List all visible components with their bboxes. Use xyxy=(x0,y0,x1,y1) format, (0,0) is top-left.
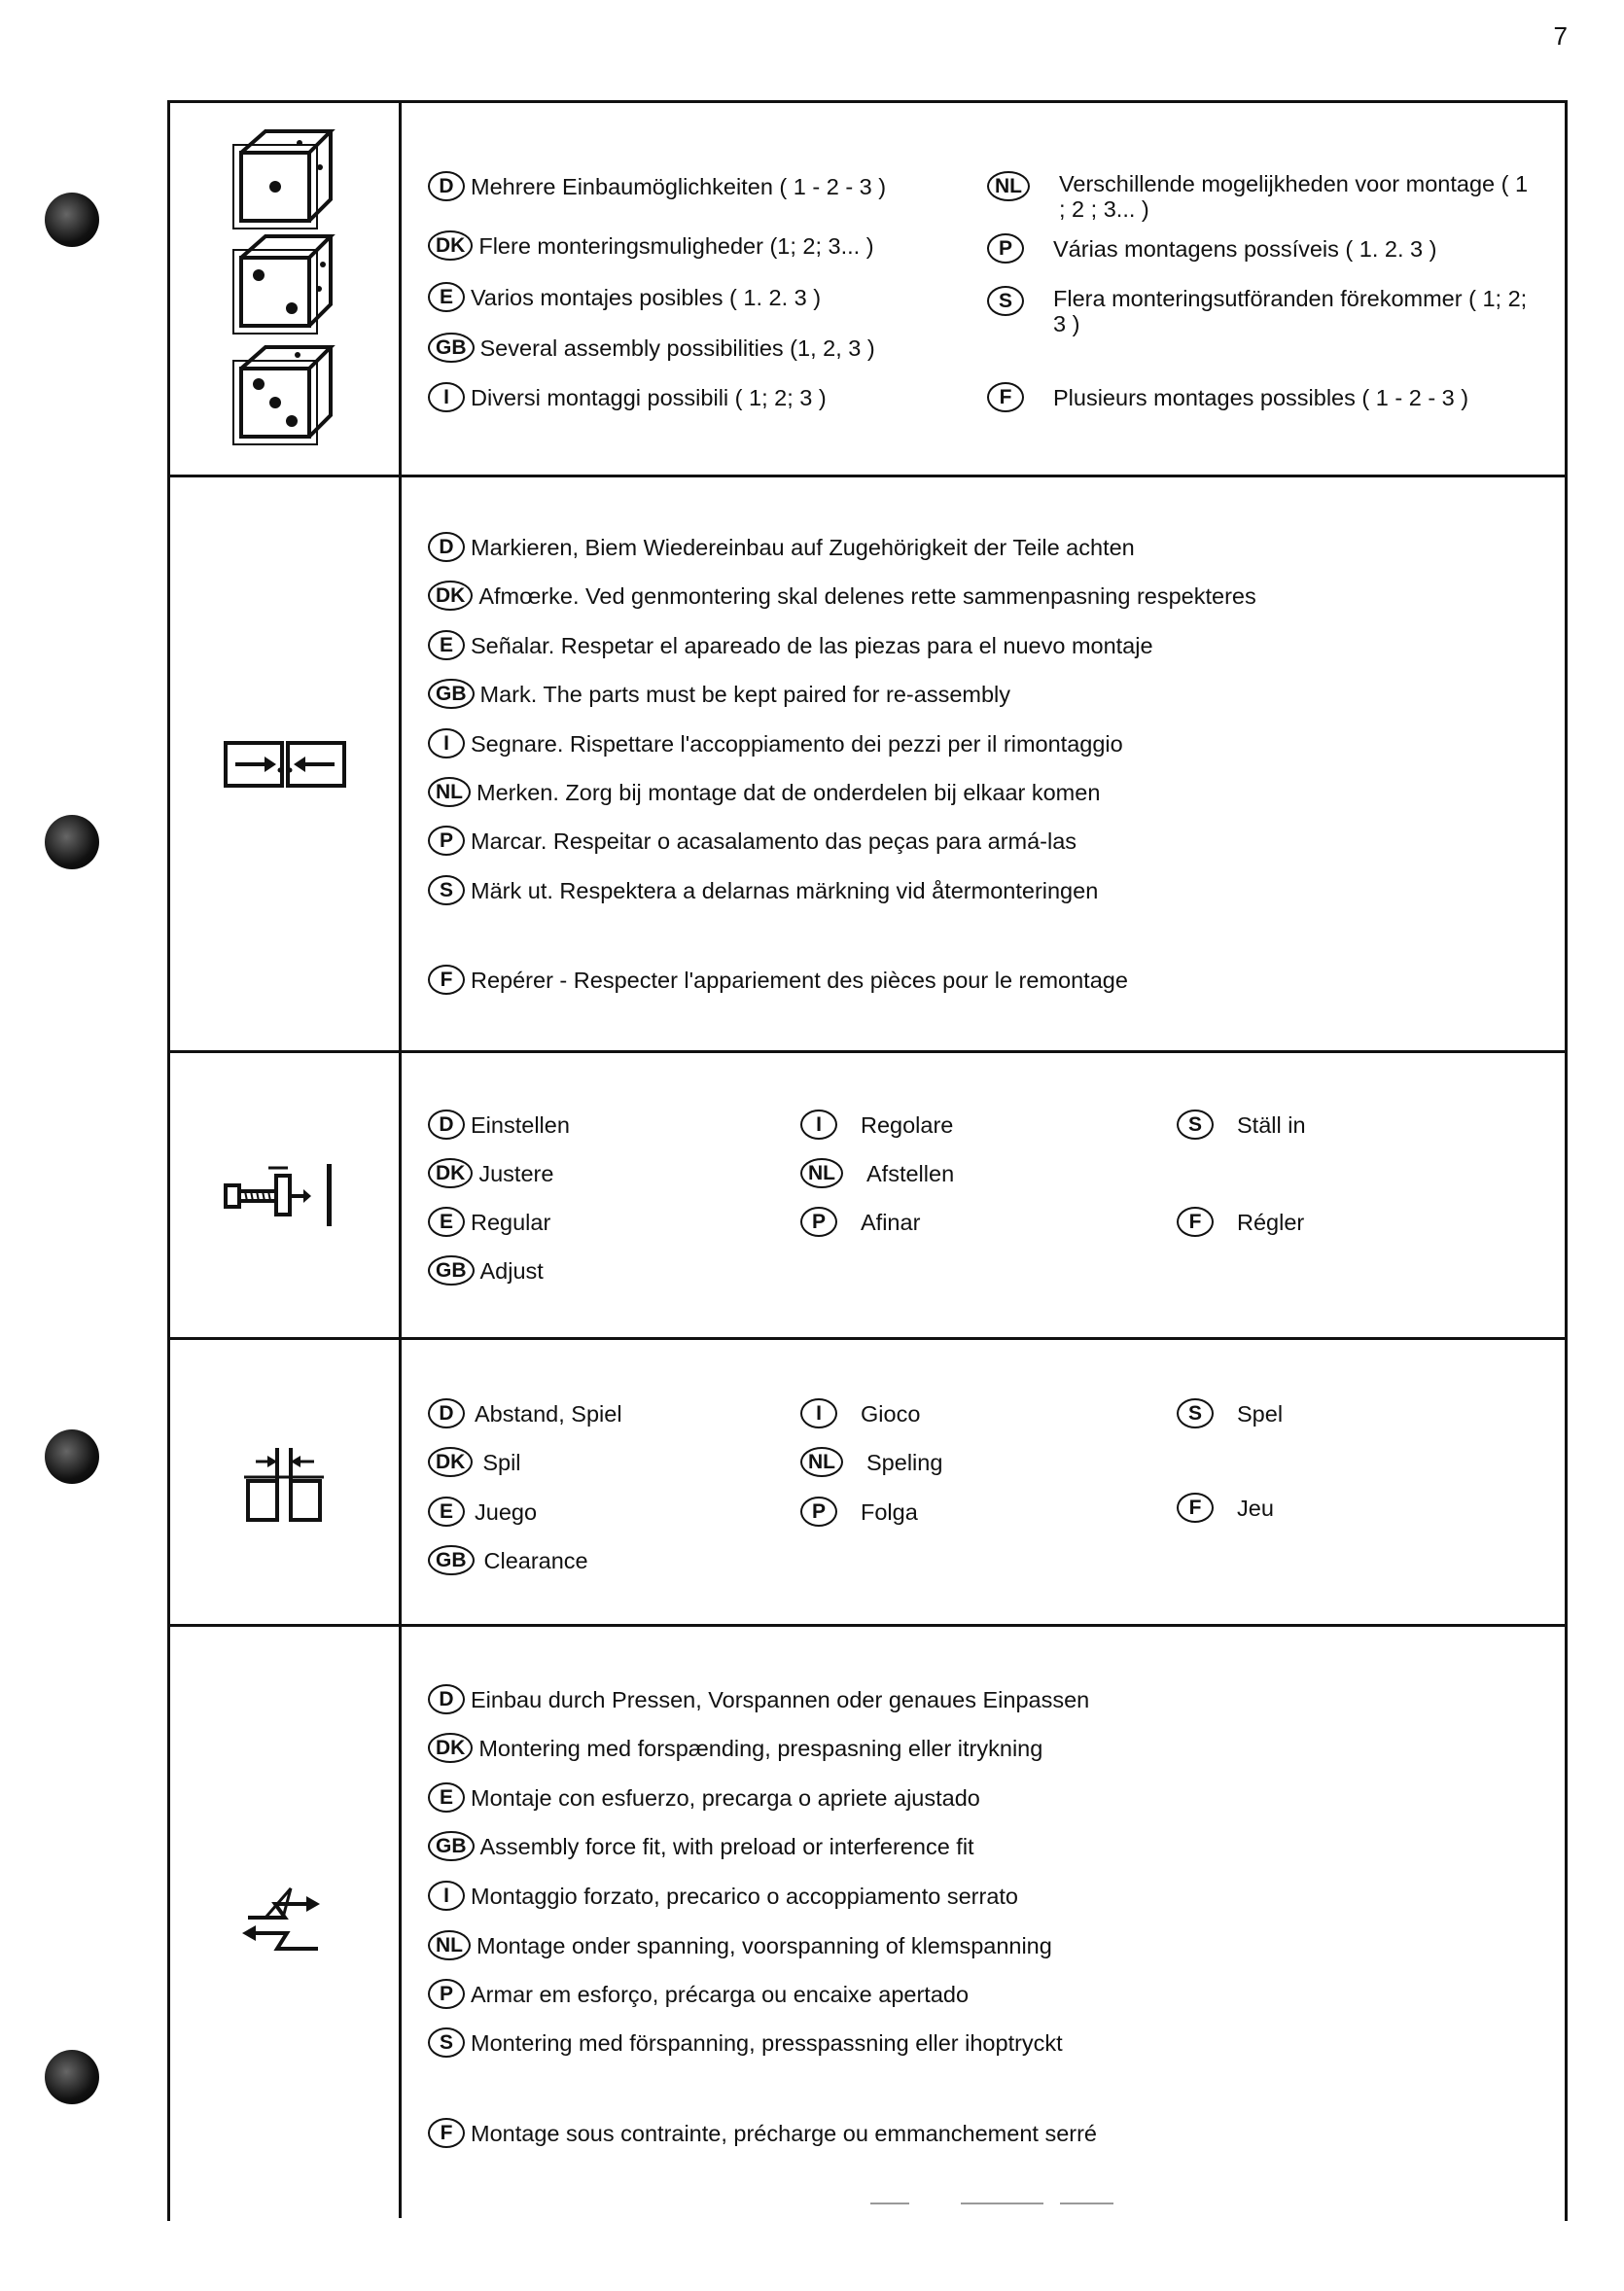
language-badge: S xyxy=(428,875,465,905)
language-badge: DK xyxy=(428,1158,473,1188)
language-badge: NL xyxy=(800,1158,843,1188)
translation-text: Assembly force fit, with preload or interference fit xyxy=(479,1833,974,1859)
language-badge: S xyxy=(1177,1110,1214,1140)
translation-text: Afinar xyxy=(861,1209,921,1235)
translation-row xyxy=(428,382,827,412)
translation-row xyxy=(1177,1207,1304,1237)
language-badge: F xyxy=(1177,1493,1214,1523)
translation-text: Montage sous contrainte, précharge ou emmanchement serré xyxy=(471,2120,1097,2146)
translation-row xyxy=(987,233,1436,264)
translation-text: Merken. Zorg bij montage dat de onderdelen bij elkaar komen xyxy=(477,779,1101,805)
translation-text: Montaje con esfuerzo, precarga o apriete ajustado xyxy=(471,1784,980,1811)
translation-text: Abstand, Spiel xyxy=(475,1400,622,1427)
translation-text: Verschillende mogelijkheden voor montage ( 1 ; 2 ; 3... ) xyxy=(1059,171,1529,222)
page-number: 7 xyxy=(1553,21,1568,51)
translation-row xyxy=(428,1930,1052,1960)
translation-text: Segnare. Rispettare l'accoppiamento dei pezzi per il rimontaggio xyxy=(471,730,1123,757)
language-badge: E xyxy=(428,630,465,660)
translation-row xyxy=(428,728,1123,758)
language-badge: GB xyxy=(428,679,475,709)
translation-text: Einbau durch Pressen, Vorspannen oder genaues Einpassen xyxy=(471,1686,1090,1712)
language-badge: D xyxy=(428,1398,465,1428)
punch-hole xyxy=(45,1429,99,1484)
language-badge: NL xyxy=(428,1930,471,1960)
translation-row xyxy=(1177,1493,1274,1523)
translation-row xyxy=(800,1398,920,1428)
scan-mark xyxy=(961,2203,1043,2204)
translation-row xyxy=(428,1545,588,1575)
translation-row xyxy=(428,965,1128,995)
translation-text: Clearance xyxy=(483,1547,588,1573)
language-badge: E xyxy=(428,1497,465,1527)
language-badge: P xyxy=(800,1497,837,1527)
translation-row xyxy=(428,230,874,261)
translation-text: Varios montajes posibles ( 1. 2. 3 ) xyxy=(471,284,822,310)
punch-hole xyxy=(45,193,99,247)
adjust-screw-icon xyxy=(170,1053,399,1337)
language-badge: P xyxy=(428,826,465,856)
translation-text: Várias montagens possíveis ( 1. 2. 3 ) xyxy=(1053,235,1437,262)
translation-text: Plusieurs montages possibles ( 1 - 2 - 3 ) xyxy=(1053,384,1469,410)
translation-text: Spil xyxy=(482,1449,521,1475)
punch-hole xyxy=(45,815,99,869)
language-badge: E xyxy=(428,1782,465,1813)
translation-text: Afstellen xyxy=(866,1160,955,1186)
translation-row xyxy=(428,1207,550,1237)
language-badge: D xyxy=(428,532,465,562)
punch-hole xyxy=(45,2050,99,2104)
translation-text: Folga xyxy=(861,1498,918,1525)
translation-row xyxy=(428,875,1098,905)
dice-icon xyxy=(170,103,399,475)
force-fit-icon xyxy=(170,1627,399,2218)
translation-row xyxy=(428,2027,1063,2058)
language-badge: GB xyxy=(428,1545,475,1575)
translation-text: Flere monteringsmuligheder (1; 2; 3... ) xyxy=(478,232,874,259)
translation-text: Regolare xyxy=(861,1111,954,1138)
translation-text: Speling xyxy=(866,1449,943,1475)
translation-text: Diversi montaggi possibili ( 1; 2; 3 ) xyxy=(471,384,827,410)
translation-row xyxy=(428,1979,969,2009)
language-badge: S xyxy=(987,286,1024,316)
translation-text: Mehrere Einbaumöglichkeiten ( 1 - 2 - 3 ) xyxy=(471,173,887,199)
translation-row xyxy=(428,1782,980,1813)
language-badge: S xyxy=(1177,1398,1214,1428)
scan-mark xyxy=(870,2203,909,2204)
translation-row xyxy=(428,532,1135,562)
translation-row xyxy=(800,1447,942,1477)
translation-row xyxy=(428,1110,570,1140)
translation-text: Ställ in xyxy=(1237,1111,1306,1138)
translation-text: Several assembly possibilities (1, 2, 3 ) xyxy=(479,335,875,361)
language-badge: E xyxy=(428,282,465,312)
translation-text: Flera monteringsutföranden förekommer ( 1; 2; 3 ) xyxy=(1053,286,1528,336)
translation-row xyxy=(428,1684,1089,1714)
translation-text: Montering med forspænding, prespasning eller itrykning xyxy=(478,1735,1043,1761)
translation-text: Señalar. Respetar el apareado de las piezas para el nuevo montaje xyxy=(471,632,1153,658)
language-badge: P xyxy=(428,1979,465,2009)
language-badge: GB xyxy=(428,1255,475,1286)
translation-text: Montering med förspanning, presspassning eller ihoptryckt xyxy=(471,2029,1063,2056)
language-badge: GB xyxy=(428,333,475,363)
clearance-icon xyxy=(170,1340,399,1624)
language-badge: GB xyxy=(428,1831,475,1861)
language-badge: F xyxy=(428,2118,465,2148)
translation-row xyxy=(800,1497,918,1527)
translation-text: Spel xyxy=(1237,1400,1284,1427)
language-badge: P xyxy=(987,233,1024,264)
translation-row xyxy=(428,679,1010,709)
translation-row xyxy=(428,777,1100,807)
language-badge: NL xyxy=(987,171,1030,201)
translation-row xyxy=(987,171,1536,222)
translation-row xyxy=(428,171,886,201)
language-badge: F xyxy=(1177,1207,1214,1237)
language-badge: I xyxy=(428,1881,465,1911)
language-badge: D xyxy=(428,1684,465,1714)
translation-row xyxy=(428,1447,521,1477)
language-badge: DK xyxy=(428,581,473,611)
translation-text: Gioco xyxy=(861,1400,921,1427)
translation-row xyxy=(800,1110,953,1140)
translation-row xyxy=(428,826,1077,856)
language-badge: E xyxy=(428,1207,465,1237)
language-badge: NL xyxy=(800,1447,843,1477)
translation-text: Montaggio forzato, precarico o accoppiamento serrato xyxy=(471,1883,1019,1909)
language-badge: F xyxy=(987,382,1024,412)
translation-row xyxy=(428,630,1153,660)
language-badge: I xyxy=(800,1398,837,1428)
translation-row xyxy=(800,1207,920,1237)
scan-mark xyxy=(1060,2203,1113,2204)
language-badge: I xyxy=(428,382,465,412)
translation-text: Märk ut. Respektera a delarnas märkning vid återmonteringen xyxy=(471,877,1099,903)
translation-text: Régler xyxy=(1237,1209,1305,1235)
translation-row xyxy=(428,1255,544,1286)
translation-text: Marcar. Respeitar o acasalamento das peças para armá-las xyxy=(471,828,1077,854)
translation-text: Afmœrke. Ved genmontering skal delenes rette sammenpasning respekteres xyxy=(478,582,1256,609)
language-badge: DK xyxy=(428,1447,473,1477)
translation-text: Jeu xyxy=(1237,1495,1274,1521)
translation-row xyxy=(428,581,1256,611)
language-badge: D xyxy=(428,1110,465,1140)
translation-row xyxy=(428,1881,1018,1911)
mark-pair-icon xyxy=(170,477,399,1050)
language-badge: F xyxy=(428,965,465,995)
language-badge: P xyxy=(800,1207,837,1237)
translation-text: Montage onder spanning, voorspanning of klemspanning xyxy=(477,1932,1052,1958)
language-badge: D xyxy=(428,171,465,201)
language-badge: DK xyxy=(428,1733,473,1763)
translation-row xyxy=(428,2118,1097,2148)
translation-text: Markieren, Biem Wiedereinbau auf Zugehörigkeit der Teile achten xyxy=(471,534,1135,560)
translation-row xyxy=(1177,1398,1283,1428)
translation-row xyxy=(987,286,1530,336)
translation-row xyxy=(428,1398,622,1428)
translation-text: Justere xyxy=(478,1160,554,1186)
language-badge: I xyxy=(800,1110,837,1140)
translation-row xyxy=(800,1158,954,1188)
translation-row xyxy=(1177,1110,1306,1140)
translation-text: Adjust xyxy=(479,1257,544,1284)
translation-row xyxy=(428,1497,537,1527)
language-badge: NL xyxy=(428,777,471,807)
translation-text: Armar em esforço, précarga ou encaixe apertado xyxy=(471,1981,970,2007)
language-badge: DK xyxy=(428,230,473,261)
translation-text: Einstellen xyxy=(471,1111,570,1138)
translation-text: Mark. The parts must be kept paired for re-assembly xyxy=(479,681,1011,707)
translation-row xyxy=(428,1733,1042,1763)
translation-row xyxy=(428,1158,553,1188)
translation-text: Repérer - Respecter l'appariement des pièces pour le remontage xyxy=(471,967,1128,993)
translation-row xyxy=(428,1831,974,1861)
translation-row xyxy=(987,382,1468,412)
language-badge: I xyxy=(428,728,465,758)
translation-text: Regular xyxy=(471,1209,551,1235)
translation-text: Juego xyxy=(475,1498,538,1525)
translation-row xyxy=(428,282,821,312)
translation-row xyxy=(428,333,875,363)
language-badge: S xyxy=(428,2027,465,2058)
column-divider xyxy=(399,100,402,2218)
